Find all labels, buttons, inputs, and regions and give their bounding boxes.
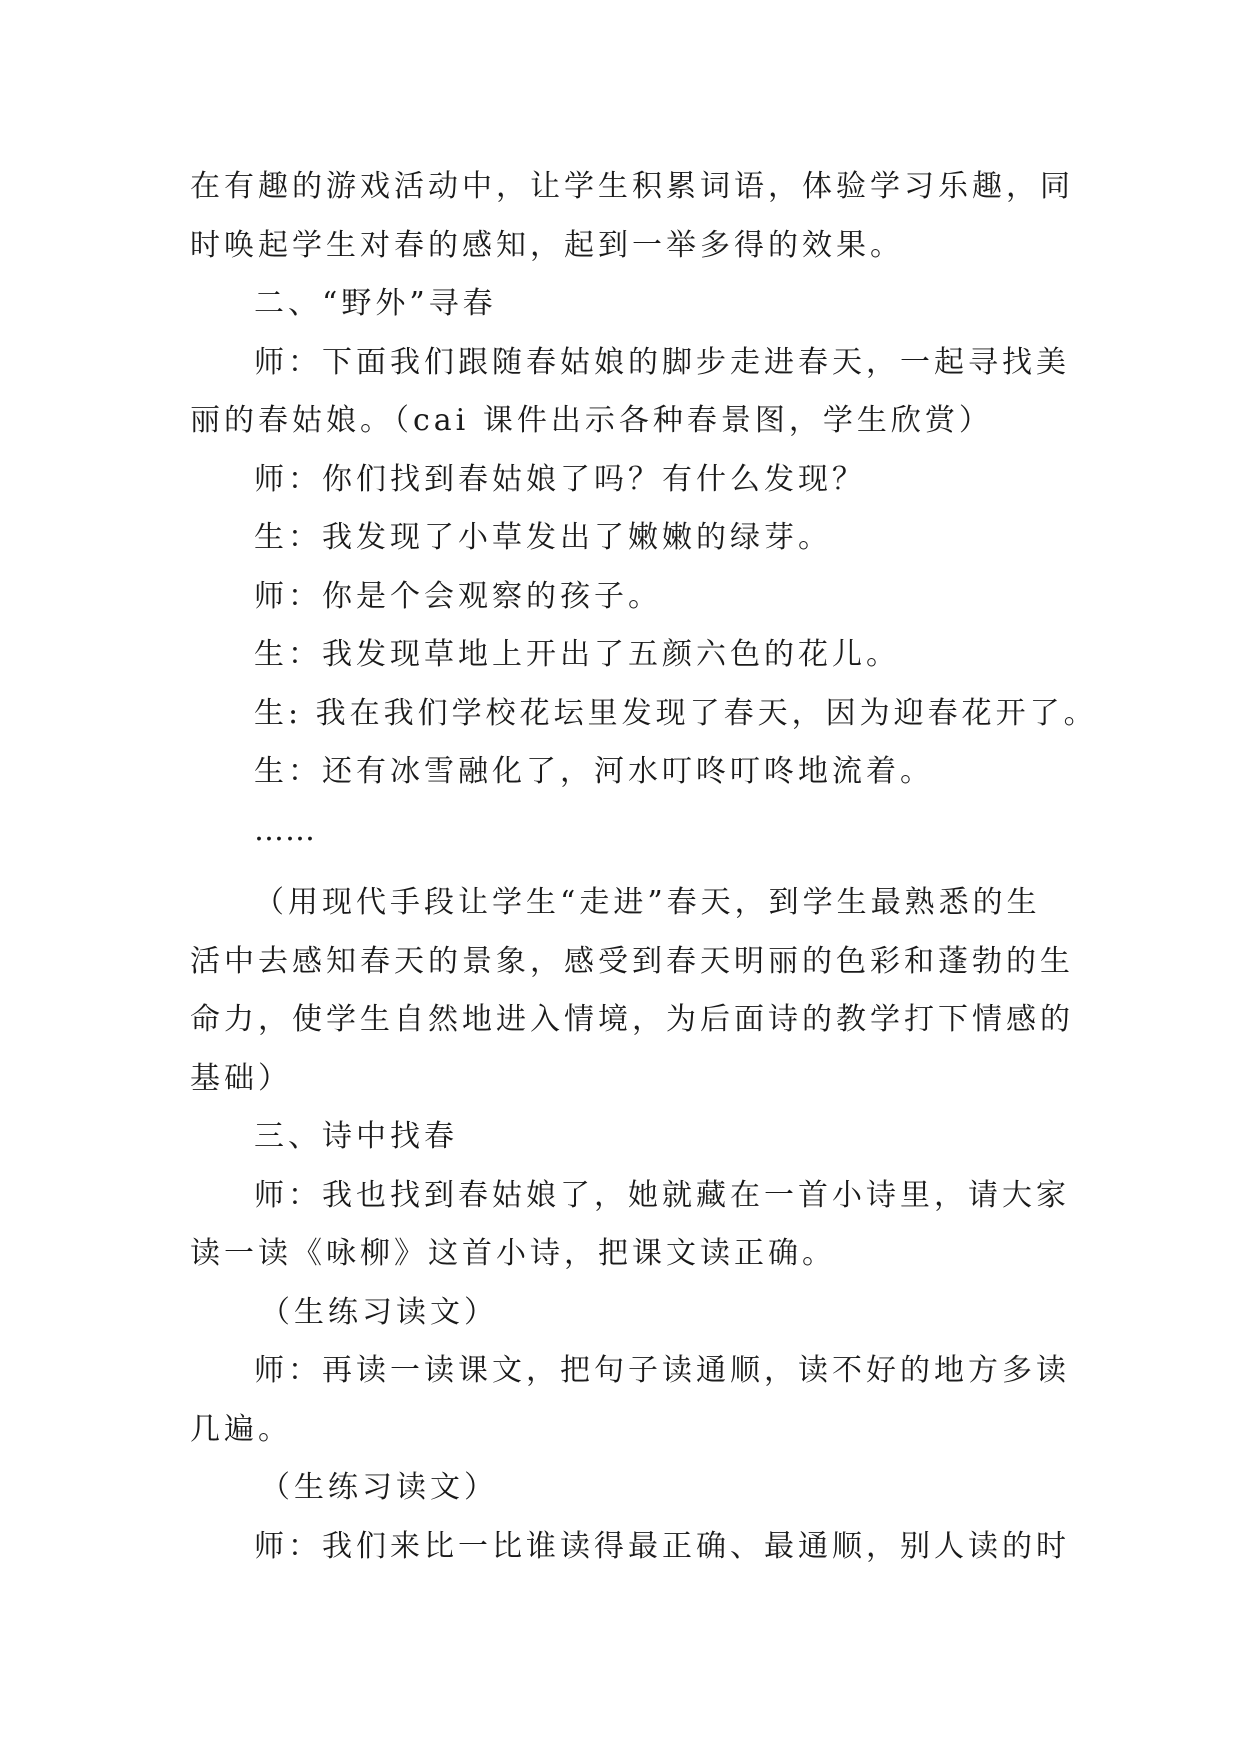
section-heading: 二、“野外”寻春	[254, 286, 497, 321]
text-line: 生：还有冰雪融化了，河水叮咚叮咚地流着。	[254, 754, 934, 789]
text-line: 生：我发现了小草发出了嫩嫩的绿芽。	[254, 520, 832, 555]
text-line: （生练习读文）	[260, 1470, 498, 1505]
text-line: 丽的春姑娘。（cai 课件出示各种春景图，学生欣赏）	[190, 403, 993, 438]
text-line: 师：我也找到春姑娘了，她就藏在一首小诗里，请大家	[254, 1177, 1070, 1213]
text-line: 生：我发现草地上开出了五颜六色的花儿。	[254, 637, 900, 672]
text-line: 师：你们找到春姑娘了吗？有什么发现？	[254, 461, 866, 497]
text-line: （用现代手段让学生“走进”春天，到学生最熟悉的生	[254, 885, 1041, 920]
text-line: 读一读《咏柳》这首小诗，把课文读正确。	[190, 1236, 836, 1271]
section-heading: 三、诗中找春	[254, 1119, 458, 1154]
text-line: 师：我们来比一比谁读得最正确、最通顺，别人读的时	[254, 1528, 1070, 1564]
text-line: 师：下面我们跟随春姑娘的脚步走进春天，一起寻找美	[254, 344, 1070, 380]
text-line: 命力，使学生自然地进入情境，为后面诗的教学打下情感的	[190, 1002, 1074, 1037]
text-line: 几遍。	[190, 1411, 292, 1447]
text-line: 生: 我在我们学校花坛里发现了春天，因为迎春花开了。	[254, 695, 1098, 731]
text-line: 基础）	[190, 1060, 292, 1096]
text-line: 时唤起学生对春的感知，起到一举多得的效果。	[190, 227, 904, 263]
text-line: 在有趣的游戏活动中，让学生积累词语，体验学习乐趣，同	[190, 169, 1074, 204]
document-page	[190, 158, 1098, 1576]
text-line: 师：你是个会观察的孩子。	[254, 578, 662, 614]
text-line: （生练习读文）	[260, 1294, 498, 1330]
text-line: 活中去感知春天的景象，感受到春天明丽的色彩和蓬勃的生	[190, 943, 1074, 979]
text-line: 师：再读一读课文，把句子读通顺，读不好的地方多读	[254, 1353, 1070, 1388]
ellipsis: ……	[254, 812, 316, 848]
paragraph-spacer	[190, 860, 1050, 874]
